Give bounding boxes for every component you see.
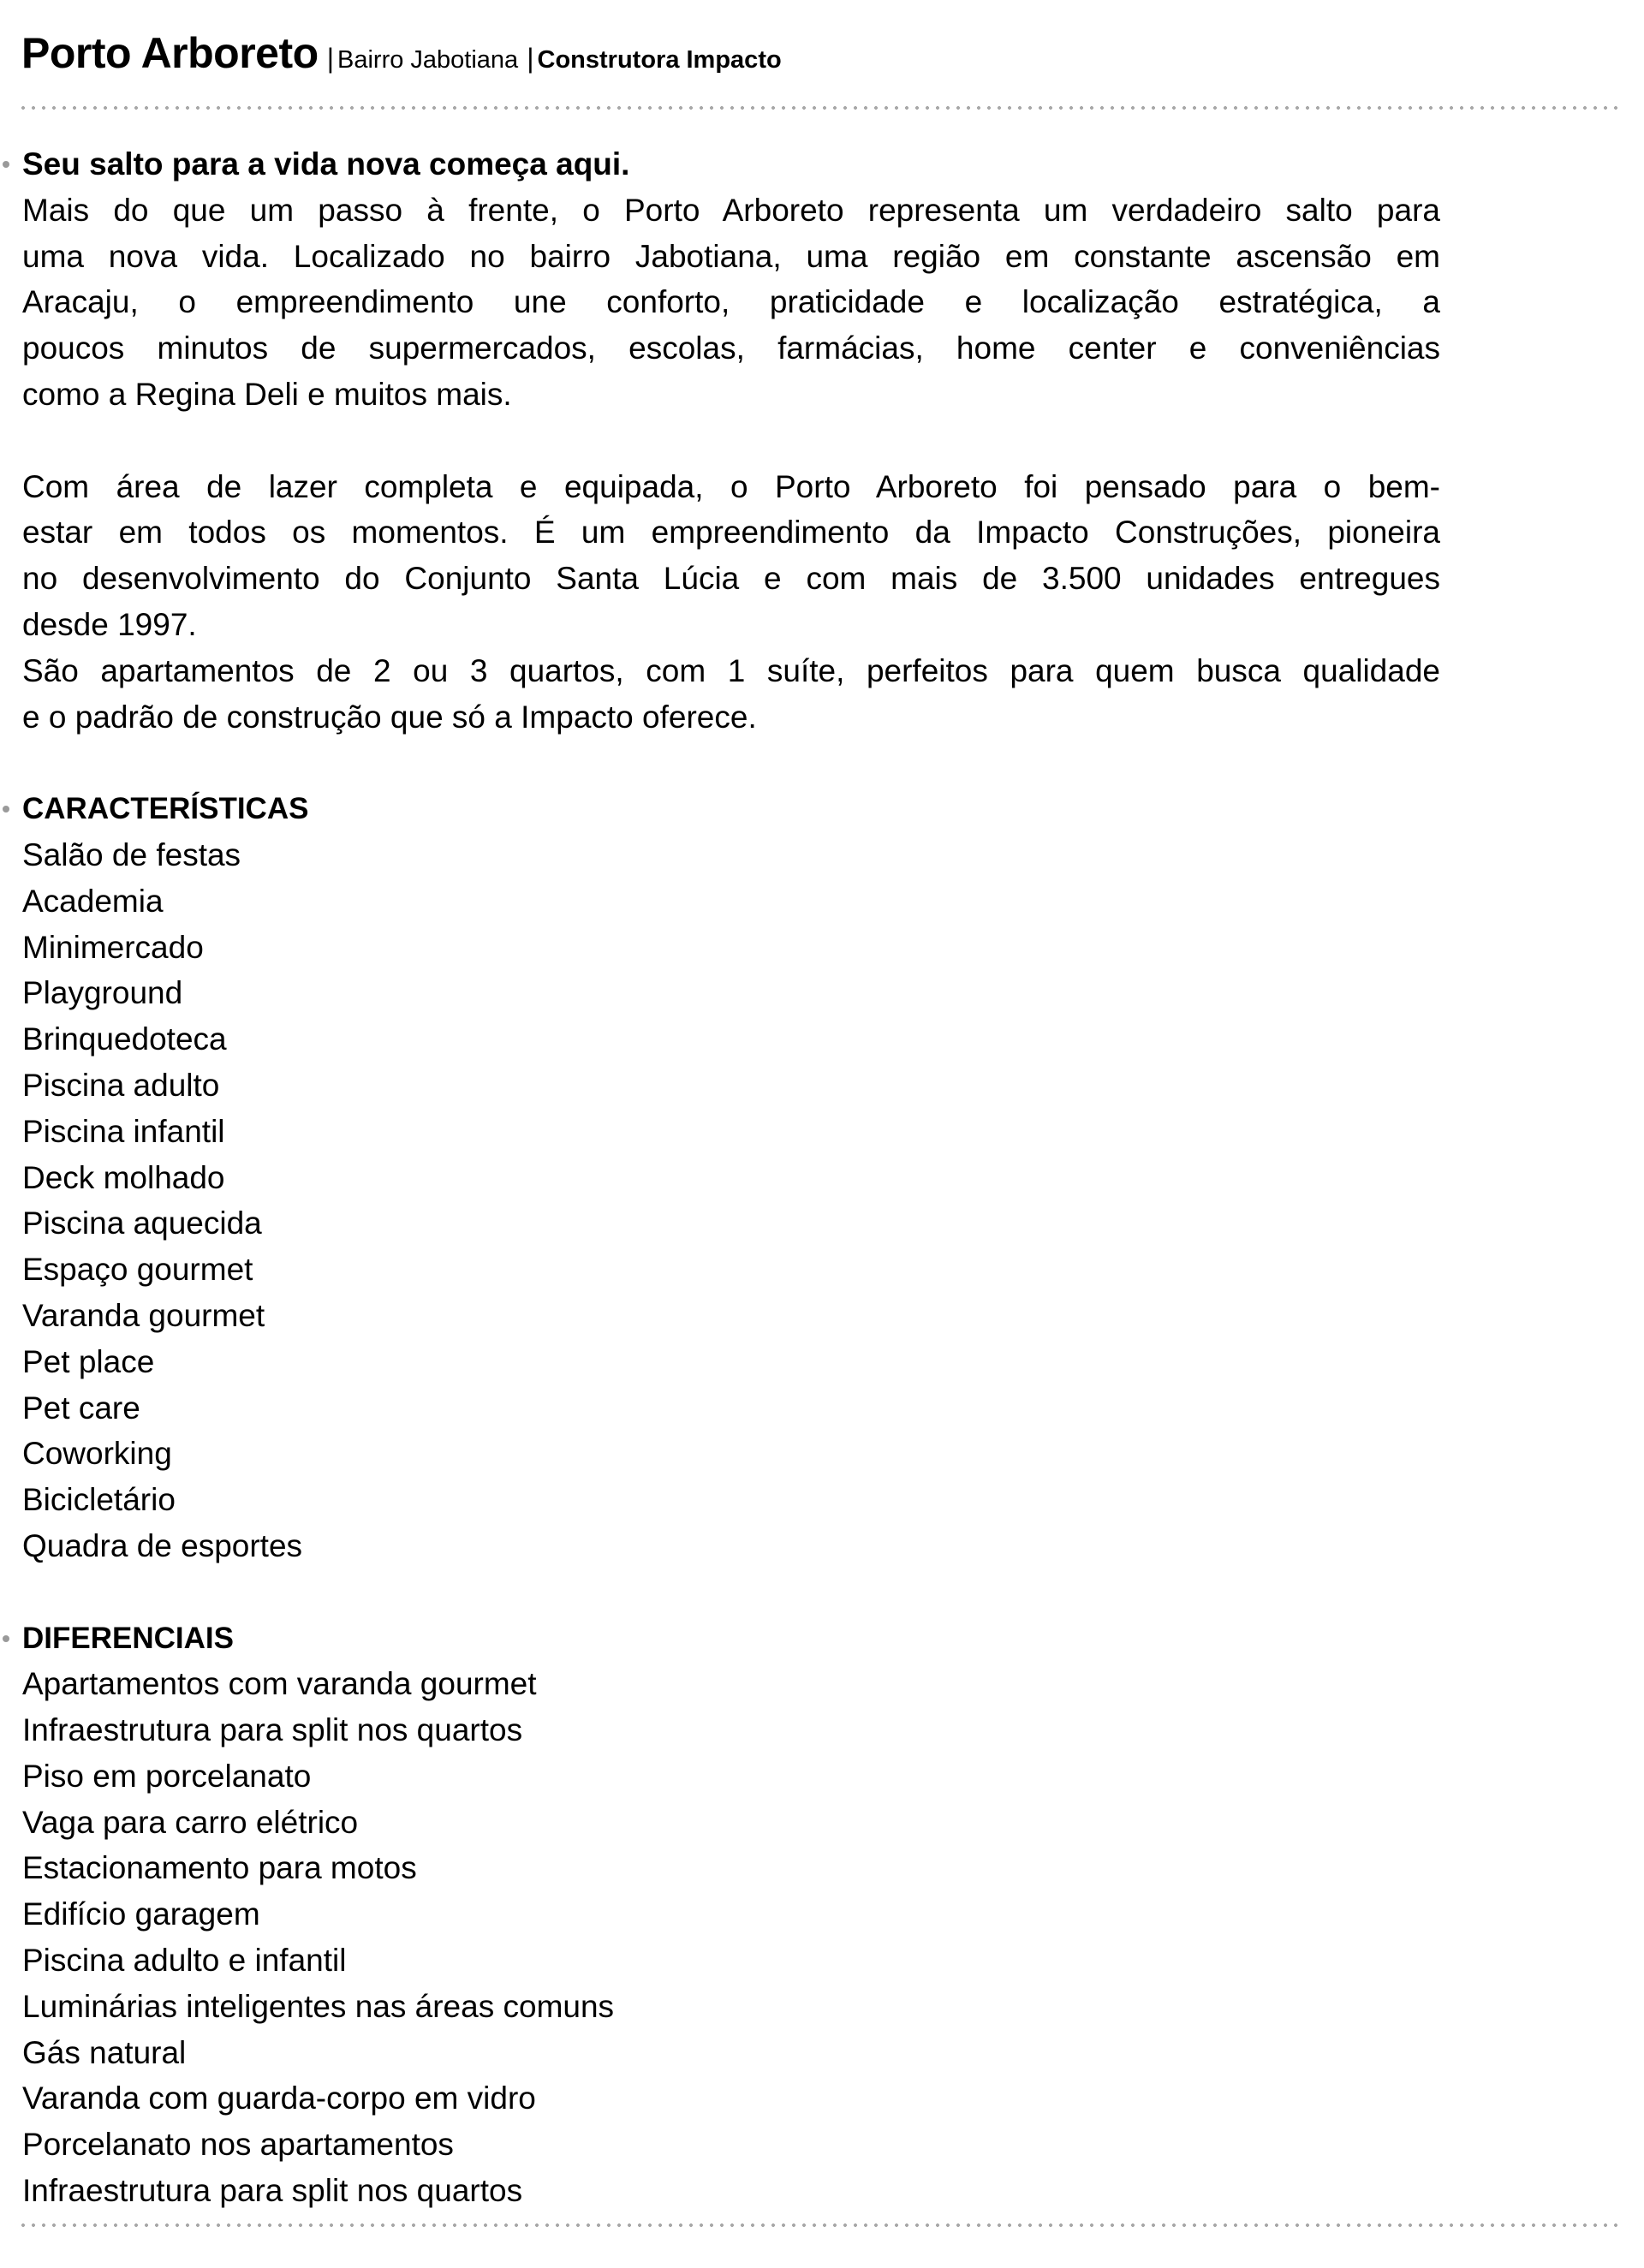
list-item: Pet place (22, 1343, 155, 1379)
intro-paragraph-3 (22, 648, 1440, 741)
list-item: Espaço gourmet (22, 1252, 253, 1288)
page-title: Porto Arboreto (21, 29, 319, 77)
bullet-icon (3, 806, 9, 813)
neighborhood-label: Bairro Jabotiana (337, 46, 519, 74)
list-item: Piscina adulto (22, 1067, 220, 1103)
bottom-dotted-divider (21, 2223, 1621, 2227)
header-separator: | (326, 43, 334, 74)
list-item: Apartamentos com varanda gourmet (22, 1666, 537, 1702)
list-item: Vaga para carro elétrico (22, 1804, 359, 1840)
list-item: Minimercado (22, 929, 204, 965)
bullet-icon (3, 161, 9, 168)
paragraph-line: Aracaju, o empreendimento une conforto, praticidade e localização estratégica, a (22, 284, 1440, 320)
caracteristicas-heading: CARACTERÍSTICAS (22, 792, 309, 826)
paragraph-line: uma nova vida. Localizado no bairro Jabotiana, uma região em constante ascensão em (22, 238, 1440, 274)
list-item: Coworking (22, 1436, 172, 1472)
paragraph-line: poucos minutos de supermercados, escolas, farmácias, home center e conveniências (22, 330, 1440, 366)
description-content (22, 141, 1440, 2214)
paragraph-line: no desenvolvimento do Conjunto Santa Lúcia e com mais de 3.500 unidades entregues (22, 561, 1440, 597)
list-item: Pet care (22, 1390, 140, 1426)
list-item: Salão de festas (22, 836, 241, 872)
list-item: Brinquedoteca (22, 1021, 227, 1057)
list-item: Piscina adulto e infantil (22, 1943, 347, 1979)
diferenciais-heading: DIFERENCIAIS (22, 1621, 234, 1655)
paragraph-line: e o padrão de construção que só a Impacto oferece. (22, 699, 757, 735)
list-item: Luminárias inteligentes nas áreas comuns (22, 1988, 615, 2024)
caracteristicas-section (22, 786, 1440, 1569)
list-item: Piscina infantil (22, 1113, 225, 1149)
list-item: Gás natural (22, 2034, 187, 2070)
list-item: Academia (22, 883, 164, 919)
header-separator: | (527, 43, 534, 74)
paragraph-line: Mais do que um passo à frente, o Porto Arboreto representa um verdadeiro salto para (22, 192, 1440, 228)
intro-heading: Seu salto para a vida nova começa aqui. (22, 146, 630, 182)
list-item: Piscina aquecida (22, 1205, 262, 1241)
intro-section (22, 141, 1440, 740)
list-item: Deck molhado (22, 1159, 225, 1195)
list-item: Infraestrutura para split nos quartos (22, 2173, 523, 2209)
paragraph-line: Com área de lazer completa e equipada, o Porto Arboreto foi pensado para o bem- (22, 468, 1440, 504)
list-item: Infraestrutura para split nos quartos (22, 1712, 523, 1748)
list-item: Piso em porcelanato (22, 1758, 312, 1794)
bullet-icon (3, 1635, 9, 1642)
top-dotted-divider (21, 106, 1621, 110)
caracteristicas-list (22, 832, 1440, 1569)
diferenciais-section (22, 1616, 1440, 2214)
list-item: Playground (22, 975, 183, 1011)
intro-paragraph-2 (22, 464, 1440, 648)
paragraph-line: São apartamentos de 2 ou 3 quartos, com 1 suíte, perfeitos para quem busca qualidade (22, 652, 1440, 688)
paragraph-spacer (22, 418, 1440, 464)
page-header (21, 27, 782, 90)
paragraph-line: como a Regina Deli e muitos mais. (22, 376, 512, 412)
diferenciais-list (22, 1661, 1440, 2214)
list-item: Edifício garagem (22, 1896, 260, 1932)
intro-paragraph-1 (22, 188, 1440, 418)
list-item: Estacionamento para motos (22, 1850, 417, 1886)
list-item: Bicicletário (22, 1482, 176, 1518)
paragraph-line: estar em todos os momentos. É um empreendimento da Impacto Construções, pioneira (22, 515, 1440, 551)
list-item: Quadra de esportes (22, 1527, 303, 1563)
list-item: Varanda gourmet (22, 1297, 265, 1333)
paragraph-line: desde 1997. (22, 606, 197, 642)
builder-label: Construtora Impacto (537, 46, 782, 74)
list-item: Varanda com guarda-corpo em vidro (22, 2080, 536, 2116)
list-item: Porcelanato nos apartamentos (22, 2127, 454, 2163)
